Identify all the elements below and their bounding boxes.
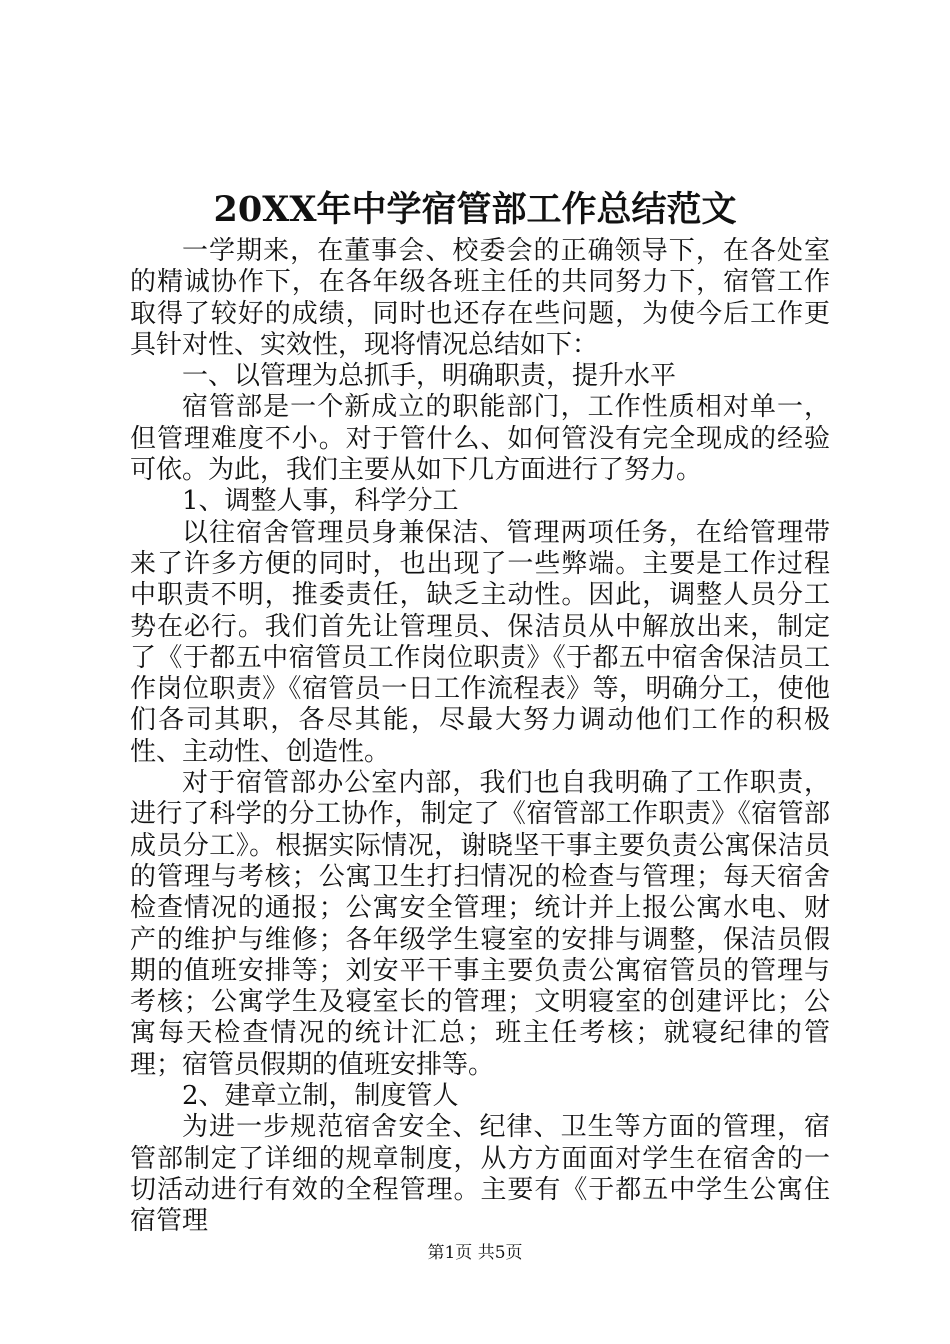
paragraph-intro: 一学期来，在董事会、校委会的正确领导下，在各处室的精诚协作下，在各年级各班主任的共同努力下，宿管工作取得了较好的成绩，同时也还存在些问题，为使今后工作更具针对性、实效性，现将情况总结如下： [130,236,830,360]
page-number-footer: 第1页 共5页 [427,1243,523,1263]
paragraph-office-duties: 对于宿管部办公室内部，我们也自我明确了工作职责，进行了科学的分工协作，制定了《宿管部工作职责》《宿管部成员分工》。根据实际情况，谢晓坚干事主要负责公寓保洁员的管理与考核；公寓卫生打扫情况的检查与管理；每天宿舍检查情况的通报；公寓安全管理；统计并上报公寓水电、财产的维护与维修；各年级学生寝室的安排与调整，保洁员假期的值班安排等；刘安平干事主要负责公寓宿管员的管理与考核；公寓学生及寝室长的管理；文明寝室的创建评比；公寓每天检查情况的统计汇总；班主任考核；就寝纪律的管理；宿管员假期的值班安排等。 [130,768,830,1080]
paragraph-staffing: 以往宿舍管理员身兼保洁、管理两项任务，在给管理带来了许多方便的同时，也出现了一些弊端。主要是工作过程中职责不明，推委责任，缺乏主动性。因此，调整人员分工势在必行。我们首先让管理员、保洁员从中解放出来，制定了《于都五中宿管员工作岗位职责》《于都五中宿舍保洁员工作岗位职责》《宿管员一日工作流程表》等，明确分工，使他们各司其职，各尽其能，尽最大努力调动他们工作的积极性、主动性、创造性。 [130,517,830,767]
paragraph-rules: 为进一步规范宿舍安全、纪律、卫生等方面的管理，宿管部制定了详细的规章制度，从方方面面对学生在宿舍的一切活动进行有效的全程管理。主要有《于都五中学生公寓住宿管理 [130,1112,830,1237]
paragraph-department: 宿管部是一个新成立的职能部门，工作性质相对单一，但管理难度不小。对于管什么、如何管没有完全现成的经验可依。为此，我们主要从如下几方面进行了努力。 [130,392,830,486]
section-heading-1: 一、以管理为总抓手，明确职责，提升水平 [182,361,677,392]
subheading-1: 1、调整人事，科学分工 [182,486,459,517]
document-body [130,236,830,1238]
document-title: 20XX年中学宿管部工作总结范文 [213,189,737,230]
subheading-2: 2、建章立制，制度管人 [182,1081,459,1112]
